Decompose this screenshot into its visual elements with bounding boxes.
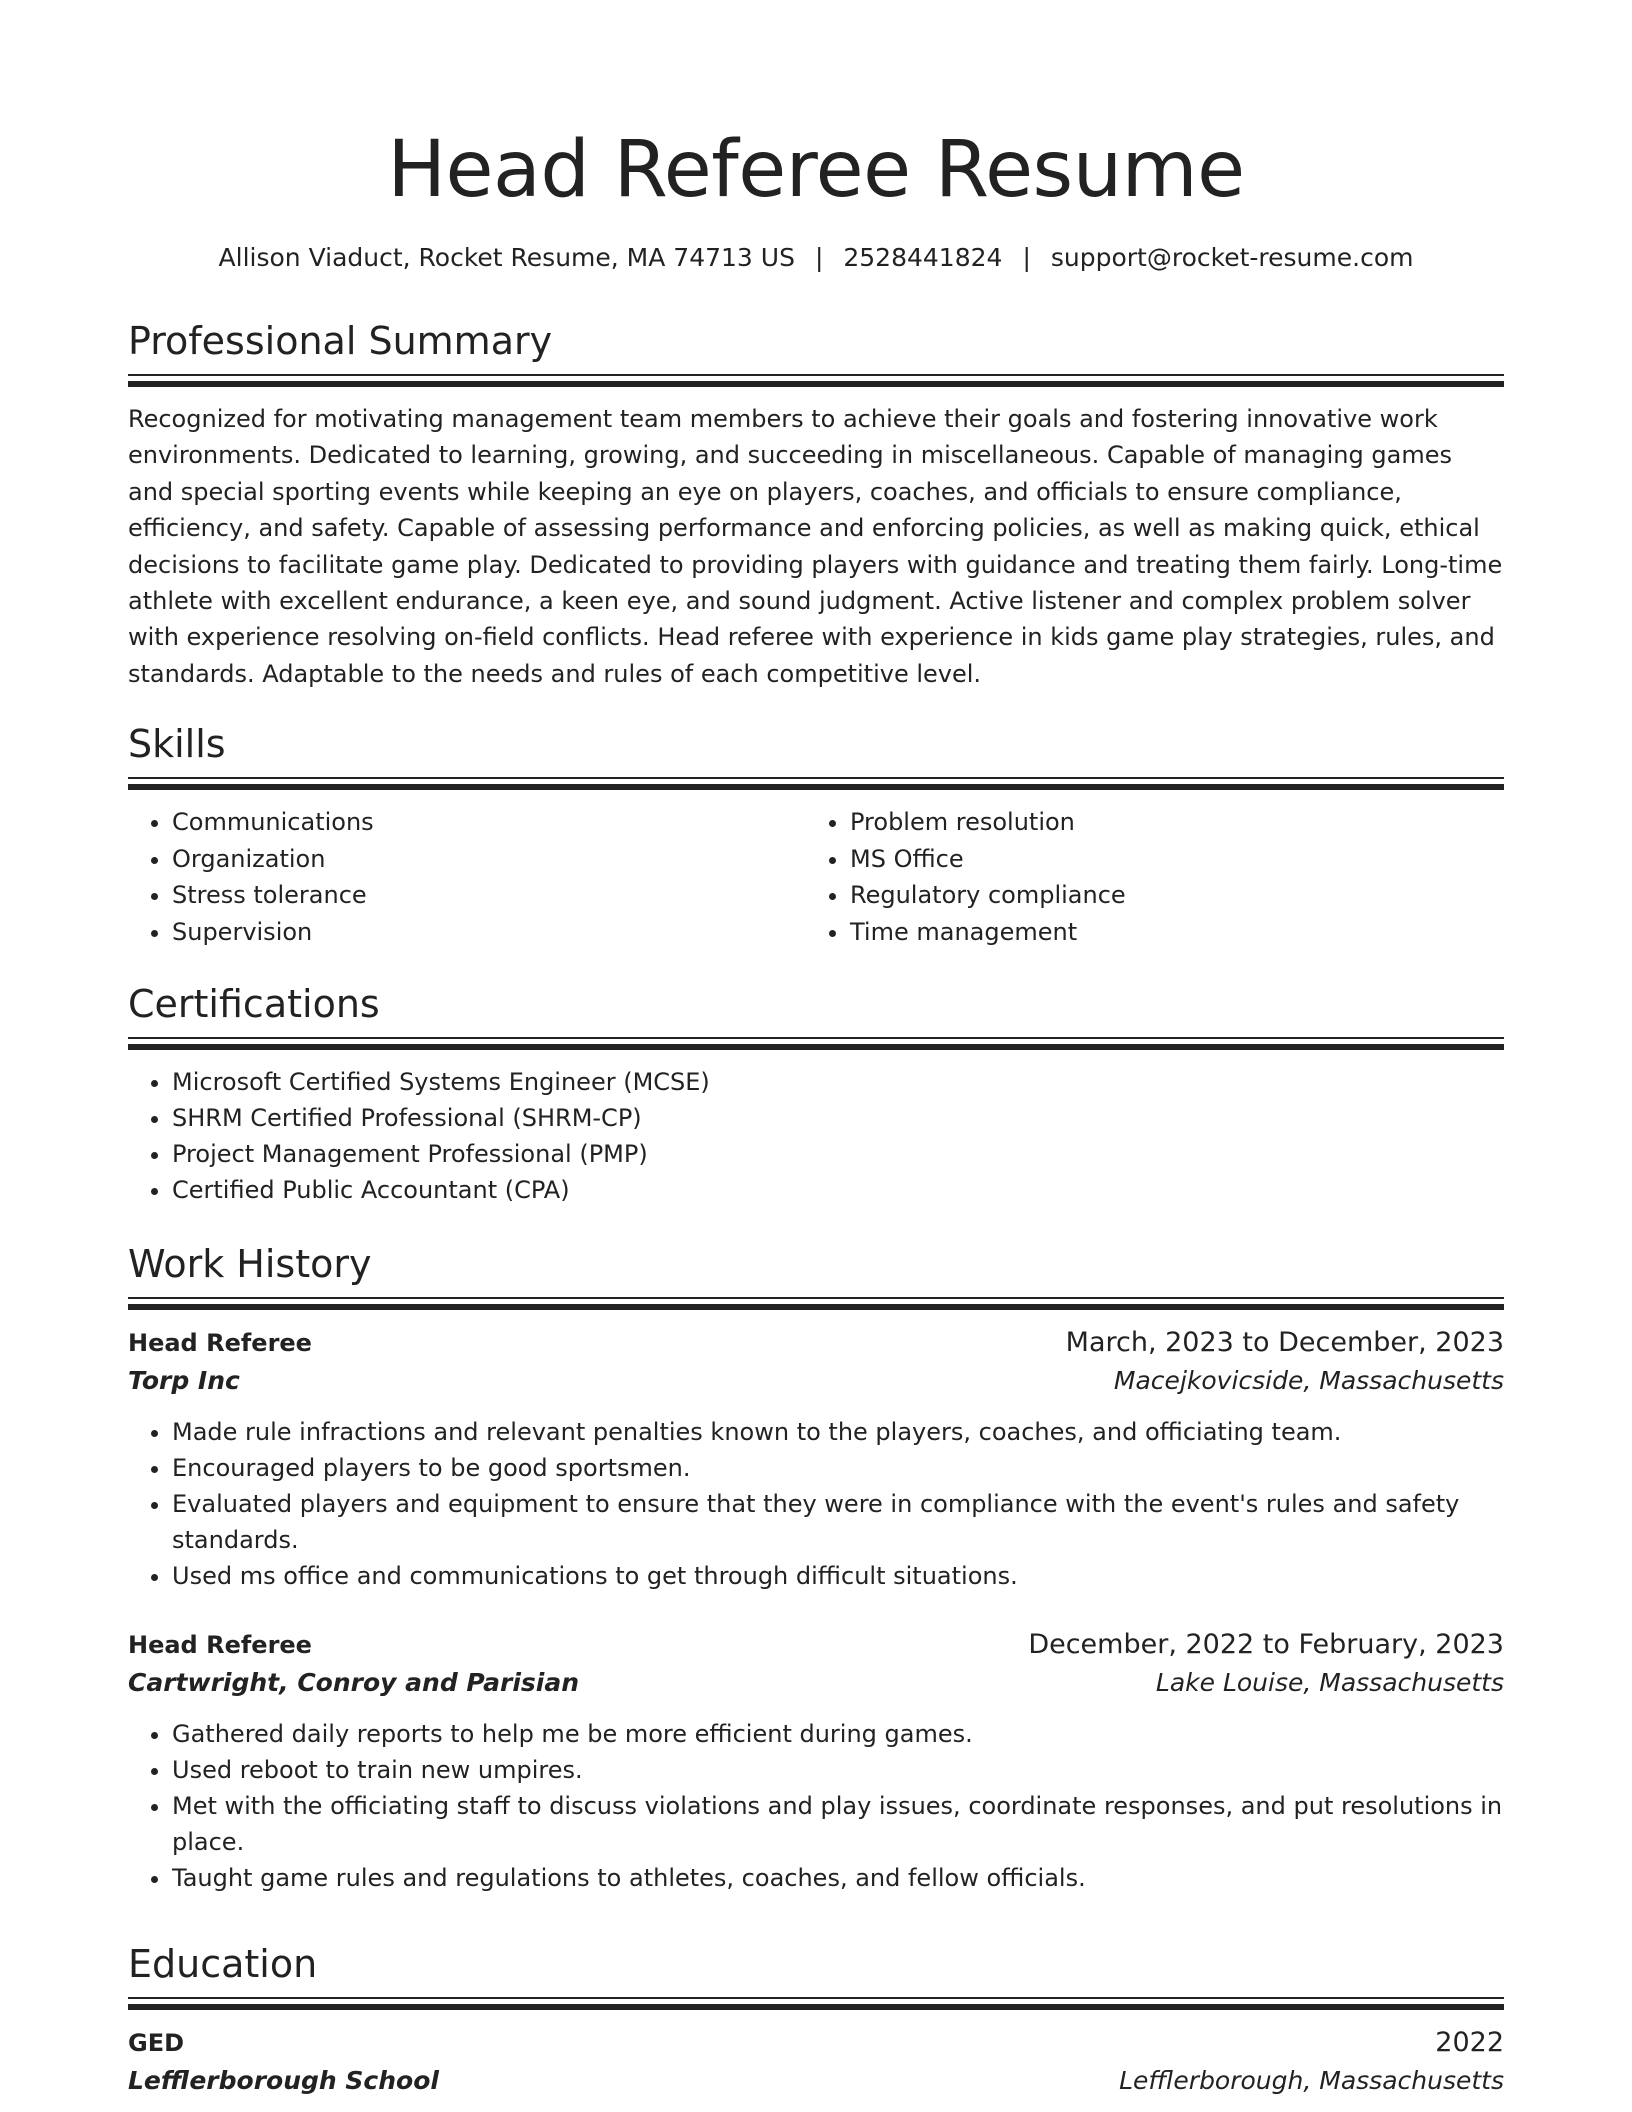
contact-line [128, 242, 1504, 274]
job-company: Torp Inc [128, 1366, 240, 1395]
job-bullets [128, 1414, 1504, 1594]
job-bullet: • Met with the officiating staff to discuss violations and play issues, coordinate responses, and put resolutions in place. [172, 1788, 1504, 1860]
section-divider [128, 1997, 1504, 1999]
job-dates: March, 2023 to December, 2023 [1065, 1327, 1504, 1358]
skill-item: • Regulatory compliance [850, 877, 1490, 914]
contact-phone: 2528441824 [843, 243, 1003, 272]
education-location: Lefflerborough, Massachusetts [1119, 2066, 1504, 2095]
certification-item: • Project Management Professional (PMP) [172, 1136, 1504, 1172]
section-title-work-history: Work History [128, 1242, 372, 1286]
contact-separator: | [1022, 243, 1031, 272]
education-school: Lefflerborough School [128, 2066, 439, 2095]
skill-item: • Communications [172, 804, 806, 841]
contact-address: Allison Viaduct, Rocket Resume, MA 74713 US [218, 243, 795, 272]
education-degree: GED [128, 2029, 185, 2057]
skill-item: • Supervision [172, 914, 806, 951]
section-divider-thick [128, 381, 1504, 387]
section-divider-thick [128, 1044, 1504, 1050]
skills-section [128, 721, 1504, 951]
job-entry [128, 1626, 1504, 1896]
certification-item: • Microsoft Certified Systems Engineer (MCSE) [172, 1064, 1504, 1100]
job-bullet: • Used reboot to train new umpires. [172, 1752, 1504, 1788]
section-title-skills: Skills [128, 722, 226, 766]
section-title-summary: Professional Summary [128, 319, 553, 363]
summary-text: Recognized for motivating management team members to achieve their goals and fostering innovative work environments. Dedicated to learning, growing, and succeeding in miscellaneous. Capable of managing games and special sporting events while keeping an eye on players, coaches, and officials to ensure compliance, efficiency, and safety. Capable of assessing performance and enforcing policies, as well as making quick, ethical decisions to facilitate game play. Dedicated to providing players with guidance and treating them fairly. Long-time athlete with excellent endurance, a keen eye, and sound judgment. Active listener and complex problem solver with experience resolving on-field conflicts. Head referee with experience in kids game play strategies, rules, and standards. Adaptable to the needs and rules of each competitive level. [128, 405, 1503, 688]
certifications-list [128, 1064, 1504, 1208]
job-subheader [128, 1664, 1504, 1702]
job-location: Lake Louise, Massachusetts [1155, 1668, 1504, 1697]
education-header [128, 2024, 1504, 2062]
job-title: Head Referee [128, 1631, 312, 1659]
job-header [128, 1324, 1504, 1362]
contact-separator: | [814, 243, 824, 272]
skill-item: • Stress tolerance [172, 877, 806, 914]
education-section [128, 1941, 1504, 2100]
section-divider [128, 1037, 1504, 1039]
job-company: Cartwright, Conroy and Parisian [128, 1668, 580, 1697]
skill-item: • Time management [850, 914, 1490, 951]
section-divider [128, 777, 1504, 779]
certification-item: • Certified Public Accountant (CPA) [172, 1172, 1504, 1208]
job-title: Head Referee [128, 1329, 312, 1357]
section-title-education: Education [128, 1942, 318, 1986]
job-bullet: • Taught game rules and regulations to athletes, coaches, and fellow officials. [172, 1860, 1504, 1896]
job-entry [128, 1324, 1504, 1594]
section-title-certifications: Certifications [128, 982, 380, 1026]
skill-item: • Organization [172, 841, 806, 878]
certification-item: • SHRM Certified Professional (SHRM-CP) [172, 1100, 1504, 1136]
skill-item: • MS Office [850, 841, 1490, 878]
job-bullet: • Used ms office and communications to get through difficult situations. [172, 1558, 1504, 1594]
job-subheader [128, 1362, 1504, 1400]
education-year: 2022 [1435, 2027, 1504, 2058]
section-divider-thick [128, 1304, 1504, 1310]
job-header [128, 1626, 1504, 1664]
section-divider [128, 374, 1504, 376]
job-bullets [128, 1716, 1504, 1896]
job-bullet: • Gathered daily reports to help me be more efficient during games. [172, 1716, 1504, 1752]
job-bullet: • Encouraged players to be good sportsmen. [172, 1450, 1504, 1486]
education-subheader [128, 2062, 1504, 2100]
work-history-section [128, 1241, 1504, 1896]
resume-page [128, 0, 1504, 2095]
education-entry [128, 2024, 1504, 2100]
section-divider-thick [128, 2004, 1504, 2010]
job-bullet: • Evaluated players and equipment to ensure that they were in compliance with the event's rules and safety standards. [172, 1486, 1504, 1558]
skills-grid [128, 804, 1504, 951]
section-divider-thick [128, 784, 1504, 790]
skills-list-left [128, 804, 806, 951]
contact-email: support@rocket-resume.com [1050, 243, 1414, 272]
job-location: Macejkovicside, Massachusetts [1113, 1366, 1504, 1395]
job-dates: December, 2022 to February, 2023 [1028, 1629, 1504, 1660]
skills-list-right [806, 804, 1490, 951]
skill-item: • Problem resolution [850, 804, 1490, 841]
section-divider [128, 1297, 1504, 1299]
summary-section [128, 318, 1504, 692]
job-bullet: • Made rule infractions and relevant penalties known to the players, coaches, and officiating team. [172, 1414, 1504, 1450]
certifications-section [128, 981, 1504, 1208]
resume-title: Head Referee Resume [387, 125, 1245, 215]
